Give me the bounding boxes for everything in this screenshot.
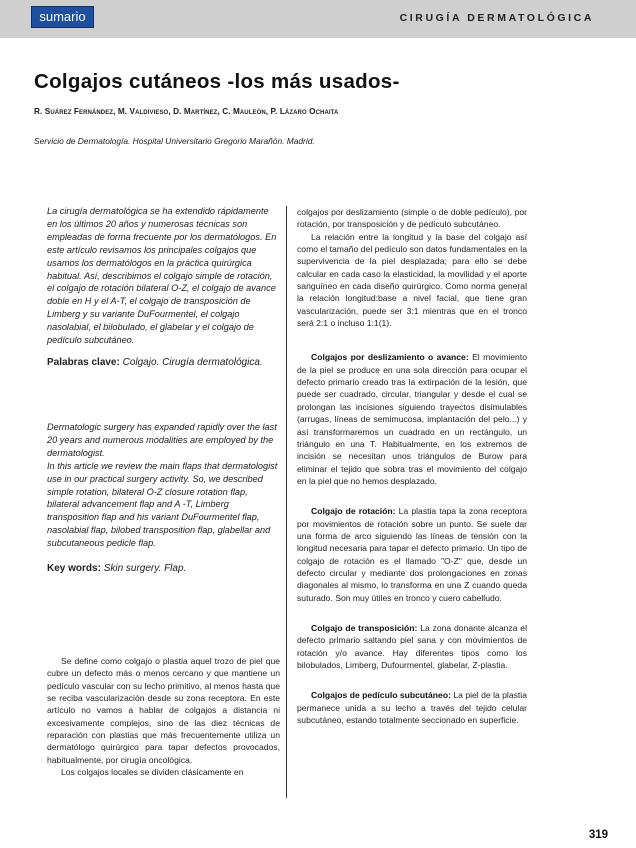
article-affiliation: Servicio de Dermatología. Hospital Universitario Gregorio Marañón. Madrid.	[34, 136, 315, 146]
section-heading: Colgajo de rotación:	[311, 506, 396, 517]
section-heading: Colgajo de transposición:	[311, 622, 418, 633]
section-advance-flap	[297, 351, 527, 487]
sumario-button[interactable]: sumario	[31, 6, 94, 28]
section-heading: Colgajos por deslizamiento o avance:	[311, 352, 469, 363]
section-text: La plastia tapa la zona receptora por movimientos de rotación sobre un punto. Se suele dar una forma de arco siguiendo las líneas de tensión con la longitud necesaria para tapar el defecto primario. Un tipo de colgajo de rotación es el llamado "O-Z" que, desde un defecto circular y mediante dos prolongaciones en zonas diagonales al mismo, lo transforma en una Z cuando queda suturado. Son muy útiles en tronco y cuero cabelludo.	[297, 506, 528, 603]
section-text: El movimiento de la piel se produce en una sola dirección para ocupar el defecto primario creado tras la extirpación de la lesión, que puede ser cuadrado, circular, triangular y desde el cual se prolongan las incisiones siguiendo trayectos disimulables (arrugas, líneas de semimucosa, implantación del pelo...) y así transformaremos un cuadrado en un rectángulo, un triángulo en una T. Habitualmente, en los extremos de incisión se necesitan unos triángulos de Burow para eliminar el tejido que sobra tras el movimiento del colgajo en la piel que no hemos desplazado.	[297, 352, 528, 486]
body-paragraph: Los colgajos locales se dividen clásicamente en	[61, 767, 244, 778]
section-text: La zona donante alcanza el defecto primario saltando piel sana y con movimientos de rotación y/o avance. Hay diferentes tipos como los bilobulados, Limberg, Dufourmentel, glabelar, Z-plastia.	[297, 622, 527, 670]
keywords-en	[47, 562, 278, 575]
keywords-en-label: Key words:	[47, 563, 101, 575]
abstract-column	[47, 205, 278, 575]
keywords-es-values: Colgajo. Cirugía dermatológica.	[122, 356, 263, 368]
section-text: La piel de la plastia permanece unida a su lecho a través del tejido celular subcutáneo, estando totalmente seccionado en superficie.	[297, 690, 527, 726]
keywords-en-values: Skin surgery. Flap.	[103, 563, 187, 575]
section-heading: Colgajos de pedículo subcutáneo:	[311, 690, 451, 701]
abstract-es-text: La cirugía dermatológica se ha extendido rápidamente en los últimos 20 años y numerosas técnicas son empleadas de forma frecuente por los dermatólogos. En este artículo revisamos los principales colgajos que usamos los dermatólogos en la práctica quirúrgica habitual. Así, describimos el colgajo simple de rotación, el colgajo de rotación bilateral O-Z, el colgajo de avance doble en H y el A-T, el colgajo de transposición de Limberg y su variante DuFourmentel, el colgajo nasolabial, el bilobulado, el glabelar y el colgajo de pedículo subcutáneo.	[47, 206, 277, 346]
section-subcutaneous-flap	[297, 689, 527, 726]
section-transposition-flap	[297, 622, 527, 671]
body-paragraph: Se define como colgajo o plastia aquel trozo de piel que cubre un defecto más o menos cercano y que mantiene un pedículo vascular con su lecho primitivo, al menos hasta que se reciba vascularización desde su zona receptora. En este artículo no vamos a hablar de colgajos a distancia ni excesivamente complejos, sino de las diez técnicas de reparación con plastias que más frecuentemente utiliza un dermatólogo quirúrgico para tapar defectos provocados, habitualmente, por cirugía oncológica.	[47, 656, 280, 765]
keywords-es	[47, 356, 278, 369]
section-label: CIRUGÍA DERMATOLÓGICA	[399, 12, 594, 24]
body-text-left	[47, 655, 280, 778]
abstract-en-text-2: In this article we review the main flaps that dermatologist use in our practical surgery activity. So, we described simple rotation, bilateral O-Z closure rotation flap, bilateral advancement flap and A -T, Limberg transposition flap and his variant DuFourmentel flap, nasolabial flap, bilobed transposition flap, glabellar and subcutaneous pedicle flap.	[47, 460, 278, 549]
keywords-es-label: Palabras clave:	[47, 356, 120, 368]
article-authors: R. Suárez Fernández, M. Valdivieso, D. Martínez, C. Mauleón, P. Lázaro Ochaita	[34, 107, 339, 116]
article-title: Colgajos cutáneos -los más usados-	[34, 70, 400, 93]
body-text-right	[297, 206, 527, 726]
column-divider	[286, 206, 287, 798]
body-paragraph: colgajos por deslizamiento (simple o de doble pedículo), por rotación, por transposición y de pedículo subcutáneo.	[297, 207, 527, 230]
header-bar	[0, 0, 636, 38]
section-rotation-flap	[297, 505, 527, 604]
body-paragraph: La relación entre la longitud y la base del colgajo así como el tamaño del pedículo son datos fundamentales en la supervivencia de la piel desplazada; para ello se debe calcular en cada caso la elasticidad, la movilidad y el aporte sanguíneo en cada diseño quirúrgico. Como norma general la relación longitud:base a nivel facial, que tiene gran vascularización, puede ser 3:1 mientras que en el tronco será 2:1 o incluso 1:1(1).	[297, 231, 527, 329]
abstract-en-text-1: Dermatologic surgery has expanded rapidly over the last 20 years and numerous modalities are employed by the dermatologist.	[47, 421, 277, 458]
page-number: 319	[588, 829, 608, 841]
